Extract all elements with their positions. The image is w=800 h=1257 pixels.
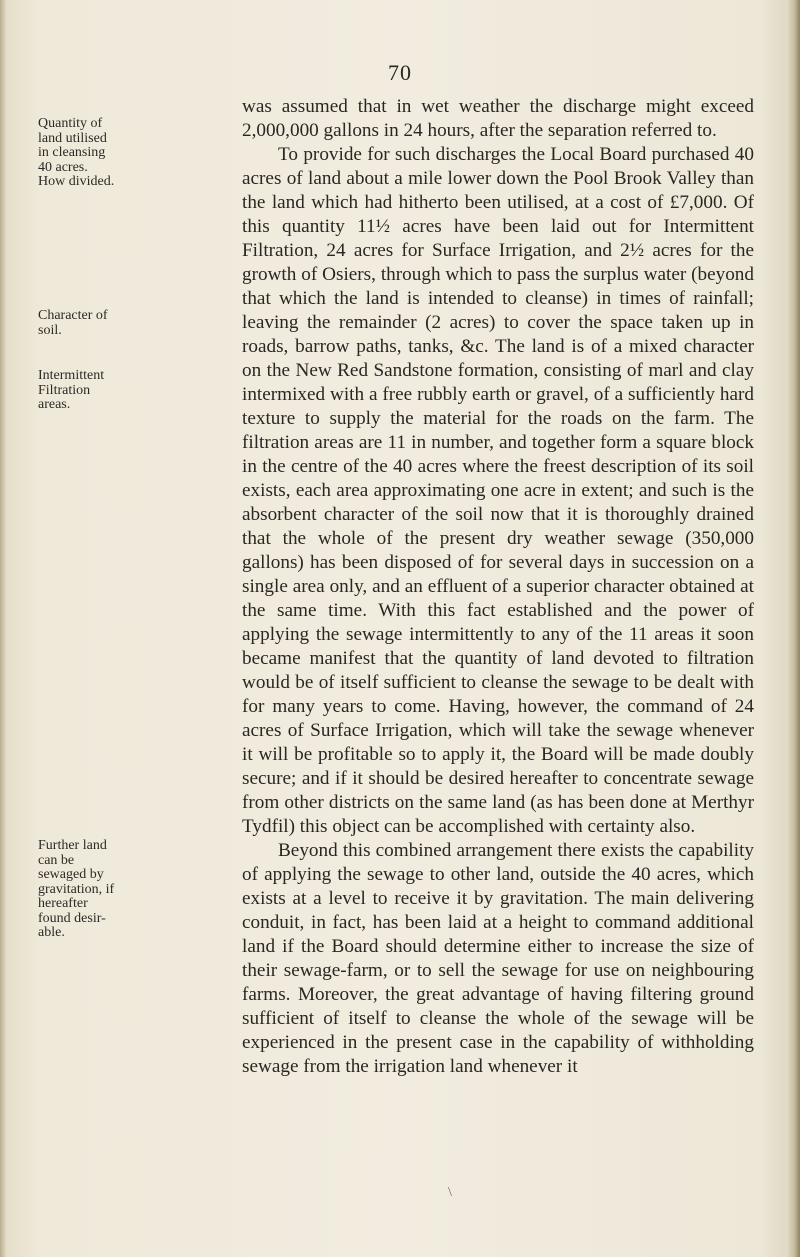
paragraph-further-land: Beyond this combined arrangement there exists the capability of applying the sewage to other land, outside the 40 acres, which exists at a level to receive it by gravitation. The main delivering conduit, in fact, has been laid at a height to command additional land if the Board should determine either to increase the size of their sewage-farm, or to sell the sewage for use on neighbouring farms. Moreover, the great advantage of having filtering ground sufficient of itself to cleanse the whole of the sewage will be experienced in the present case in the capability of withholding sewage from the irrigation land whenever it [242,840,754,1077]
page-mark: \ [448,1185,452,1200]
margin-note-text: Intermittent Filtration areas. [38,368,105,412]
page-number: 70 [388,60,412,85]
margin-note-further-land [38,839,158,941]
margin-note-quantity-of-land [38,117,158,190]
margin-note-text: Further land can be sewaged by gravitation, if hereafter found desir- able. [38,838,115,940]
margin-note-text: Character of soil. [38,308,108,338]
paragraph-land-purchase: To provide for such discharges the Local Board purchased 40 acres of land about a mile lower down the Pool Brook Valley than the land which had hitherto been utilised, at a cost of £7,000. Of this quantity 11½ acres have been laid out for Intermittent Filtration, 24 acres for Surface Irrigation, and 2½ acres for the growth of Osiers, through which to pass the surplus water (beyond that which the land is intended to cleanse) in times of rainfall; leaving the remainder (2 acres) to cover the space taken up in roads, barrow paths, tanks, &c. The land is of a mixed character on the New Red Sandstone formation, consisting of marl and clay intermixed with a free rubbly earth or gravel, of a sufficiently hard texture to supply the material for the roads on the farm. The filtration areas are 11 in number, and together form a square block in the centre of the 40 acres where the freest description of its soil exists, each area approximating one acre in extent; and such is the absorbent character of the soil now that it is thoroughly drained that the whole of the present dry weather sewage (350,000 gallons) has been disposed of for several days in succession on a single area only, and an effluent of a superior character obtained at the same time. With this fact established and the power of applying the sewage intermittently to any of the 11 areas it soon became manifest that the quantity of land devoted to filtration would be of itself sufficient to cleanse the sewage to be dealt with for many years to come. Having, however, the command of 24 acres of Surface Irrigation, which will take the sewage whenever it will be profitable so to apply it, the Board will be made doubly secure; and if it should be desired hereafter to concentrate sewage from other districts on the same land (as has been done at Merthyr Tydfil) this object can be accomplished with certainty also. [242,144,754,837]
margin-note-character-of-soil [38,309,158,338]
page-right-edge [786,0,800,1257]
margin-note-intermittent-filtration [38,369,158,413]
margin-note-text: Quantity of land utilised in cleansing 40 acres. How divided. [38,116,115,189]
main-text [242,95,754,1079]
page-left-edge [0,0,6,1257]
paragraph-continuation: was assumed that in wet weather the discharge might exceed 2,000,000 gallons in 24 hours, after the separation referred to. [242,96,754,141]
